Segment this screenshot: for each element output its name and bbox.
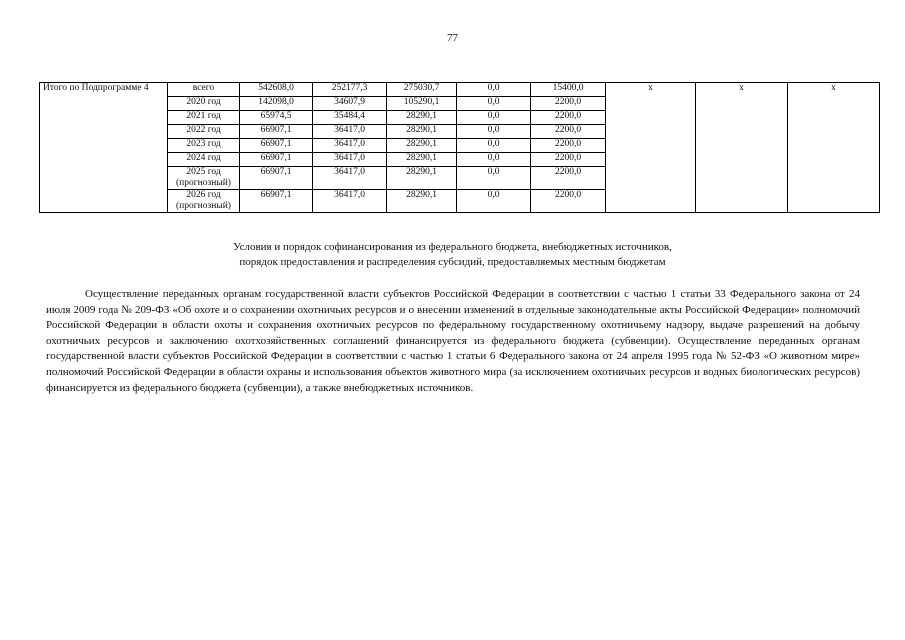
- table-row: [40, 83, 880, 97]
- section-heading: [0, 240, 905, 270]
- value-cell: 28290,1: [387, 111, 457, 125]
- period-cell: 2026 год (прогнозный): [168, 190, 240, 213]
- value-cell: 34607,9: [313, 97, 387, 111]
- value-cell: 0,0: [457, 153, 531, 167]
- value-cell: 142098,0: [240, 97, 313, 111]
- period-cell: 2023 год: [168, 139, 240, 153]
- value-cell: 275030,7: [387, 83, 457, 97]
- table-body: [40, 83, 880, 213]
- value-cell: 66907,1: [240, 125, 313, 139]
- value-cell: 66907,1: [240, 167, 313, 190]
- value-cell: 28290,1: [387, 153, 457, 167]
- value-cell: 28290,1: [387, 125, 457, 139]
- body-paragraph: Осуществление переданных органам государственной власти субъектов Российской Федерации в соответствии с частью 1 статьи 33 Федерального закона от 24 июля 2009 года № 209-ФЗ «Об охоте и о сохранении охотничьих ресурсов и о внесении изменений в отдельные законодательные акты Российской Федерации» полномочий Российской Федерации в области охоты и сохранения охотничьих ресурсов по федеральному государственному охотничьему надзору, выдаче разрешений на добычу охотничьих ресурсов и заключению охотхозяйственных соглашений финансируется из федерального бюджета (субвенции). Осуществление переданных органам государственной власти субъектов Российской Федерации в соответствии с частью 1 статьи 6 Федерального закона от 24 апреля 1995 года № 52-ФЗ «О животном мире» полномочий Российской Федерации в области охраны и использования объектов животного мира (за исключением охотничьих ресурсов и водных биологических ресурсов) финансируется из федерального бюджета (субвенции), а также внебюджетных источников.: [46, 288, 860, 394]
- value-cell: 2200,0: [531, 167, 606, 190]
- value-cell: 252177,3: [313, 83, 387, 97]
- period-cell: 2020 год: [168, 97, 240, 111]
- value-cell: 2200,0: [531, 97, 606, 111]
- x-marker-cell: х: [696, 83, 788, 213]
- value-cell: 36417,0: [313, 125, 387, 139]
- period-cell: 2025 год (прогнозный): [168, 167, 240, 190]
- period-cell: 2021 год: [168, 111, 240, 125]
- value-cell: 2200,0: [531, 139, 606, 153]
- value-cell: 15400,0: [531, 83, 606, 97]
- row-header-cell: Итого по Подпрограмме 4: [40, 83, 168, 213]
- value-cell: 66907,1: [240, 153, 313, 167]
- value-cell: 2200,0: [531, 125, 606, 139]
- period-cell: 2024 год: [168, 153, 240, 167]
- value-cell: 36417,0: [313, 139, 387, 153]
- value-cell: 36417,0: [313, 190, 387, 213]
- value-cell: 0,0: [457, 97, 531, 111]
- section-heading-line-1: Условия и порядок софинансирования из федерального бюджета, внебюджетных источников,: [233, 241, 672, 253]
- value-cell: 28290,1: [387, 167, 457, 190]
- period-cell: всего: [168, 83, 240, 97]
- value-cell: 66907,1: [240, 139, 313, 153]
- value-cell: 28290,1: [387, 139, 457, 153]
- value-cell: 35484,4: [313, 111, 387, 125]
- value-cell: 0,0: [457, 125, 531, 139]
- value-cell: 2200,0: [531, 111, 606, 125]
- value-cell: 0,0: [457, 167, 531, 190]
- financing-table: [39, 82, 880, 213]
- value-cell: 542608,0: [240, 83, 313, 97]
- value-cell: 66907,1: [240, 190, 313, 213]
- value-cell: 0,0: [457, 83, 531, 97]
- value-cell: 2200,0: [531, 190, 606, 213]
- value-cell: 36417,0: [313, 167, 387, 190]
- section-heading-line-2: порядок предоставления и распределения субсидий, предоставляемых местным бюджетам: [239, 256, 666, 268]
- value-cell: 0,0: [457, 111, 531, 125]
- x-marker-cell: х: [606, 83, 696, 213]
- x-marker-cell: х: [788, 83, 880, 213]
- value-cell: 65974,5: [240, 111, 313, 125]
- page-number: 77: [447, 32, 458, 44]
- value-cell: 0,0: [457, 190, 531, 213]
- value-cell: 2200,0: [531, 153, 606, 167]
- value-cell: 36417,0: [313, 153, 387, 167]
- value-cell: 28290,1: [387, 190, 457, 213]
- value-cell: 0,0: [457, 139, 531, 153]
- value-cell: 105290,1: [387, 97, 457, 111]
- period-cell: 2022 год: [168, 125, 240, 139]
